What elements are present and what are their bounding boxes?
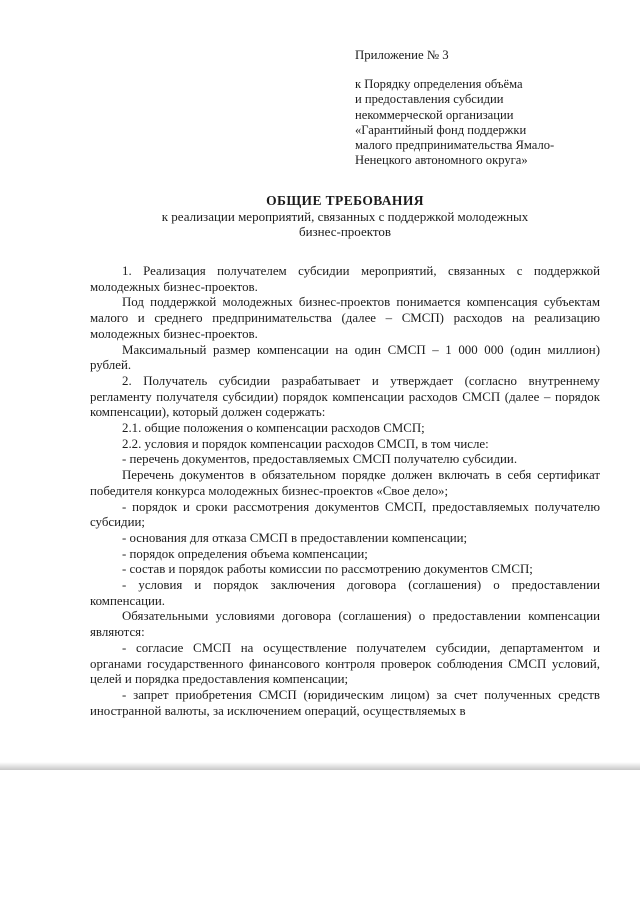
paragraph: - перечень документов, предоставляемых СМСП получателю субсидии.: [122, 452, 518, 467]
paragraph: 1. Реализация получателем субсидии мероприятий, связанных с поддержкой молодежных бизнес-проектов.: [90, 264, 600, 294]
paragraph: Перечень документов в обязательном порядке должен включать в себя сертификат победителя конкурса молодежных бизнес-проектов «Свое дело»;: [90, 468, 600, 498]
appendix-line: к Порядку определения объёма: [355, 77, 523, 92]
document-heading: [90, 193, 600, 239]
paragraph: Под поддержкой молодежных бизнес-проектов понимается компенсация субъектам малого и среднего предпринимательства (далее – СМСП) расходов на реализацию молодежных бизнес-проектов.: [90, 295, 600, 341]
paragraph: - состав и порядок работы комиссии по рассмотрению документов СМСП;: [122, 562, 533, 577]
appendix-line: некоммерческой организации: [355, 107, 514, 122]
paragraph: - запрет приобретения СМСП (юридическим лицом) за счет полученных средств иностранной валюты, за исключением операций, осуществляемых в: [90, 687, 600, 718]
appendix-title: Приложение № 3: [355, 48, 449, 62]
document-body: [90, 264, 600, 719]
appendix-line: «Гарантийный фонд поддержки: [355, 122, 527, 137]
paragraph: - порядок и сроки рассмотрения документов СМСП, предоставляемых получателю субсидии;: [90, 499, 600, 530]
page-edge-shadow: [0, 762, 640, 770]
appendix-block: [355, 48, 625, 168]
paragraph: Обязательными условиями договора (соглашения) о предоставлении компенсации являются:: [90, 609, 600, 640]
paragraph: - основания для отказа СМСП в предоставлении компенсации;: [122, 530, 468, 545]
appendix-line: малого предпринимательства Ямало-: [355, 138, 555, 153]
paragraph: - согласие СМСП на осуществление получателем субсидии, департаментом и органами государственного финансового контроля проверок соблюдения СМСП условий, целей и порядка предоставления компенсации;: [90, 640, 600, 687]
paragraph: 2.2. условия и порядок компенсации расходов СМСП, в том числе:: [122, 436, 489, 451]
paragraph: 2.1. общие положения о компенсации расходов СМСП;: [122, 421, 425, 436]
paragraph: - условия и порядок заключения договора (соглашения) о предоставлении компенсации.: [90, 578, 600, 608]
heading-subtitle-line2: бизнес-проектов: [298, 224, 392, 239]
heading-title: ОБЩИЕ ТРЕБОВАНИЯ: [266, 193, 424, 208]
appendix-line: и предоставления субсидии: [355, 92, 504, 107]
appendix-line: Ненецкого автономного округа»: [355, 153, 528, 168]
paragraph: - порядок определения объема компенсации;: [122, 546, 368, 561]
paragraph: 2. Получатель субсидии разрабатывает и утверждает (согласно внутреннему регламенту получателя субсидии) порядок компенсации расходов СМСП (далее – порядок компенсации), который должен содержать:: [90, 373, 600, 420]
paragraph: Максимальный размер компенсации на один СМСП – 1 000 000 (один миллион) рублей.: [90, 342, 600, 373]
heading-subtitle-line1: к реализации мероприятий, связанных с поддержкой молодежных: [161, 209, 529, 224]
